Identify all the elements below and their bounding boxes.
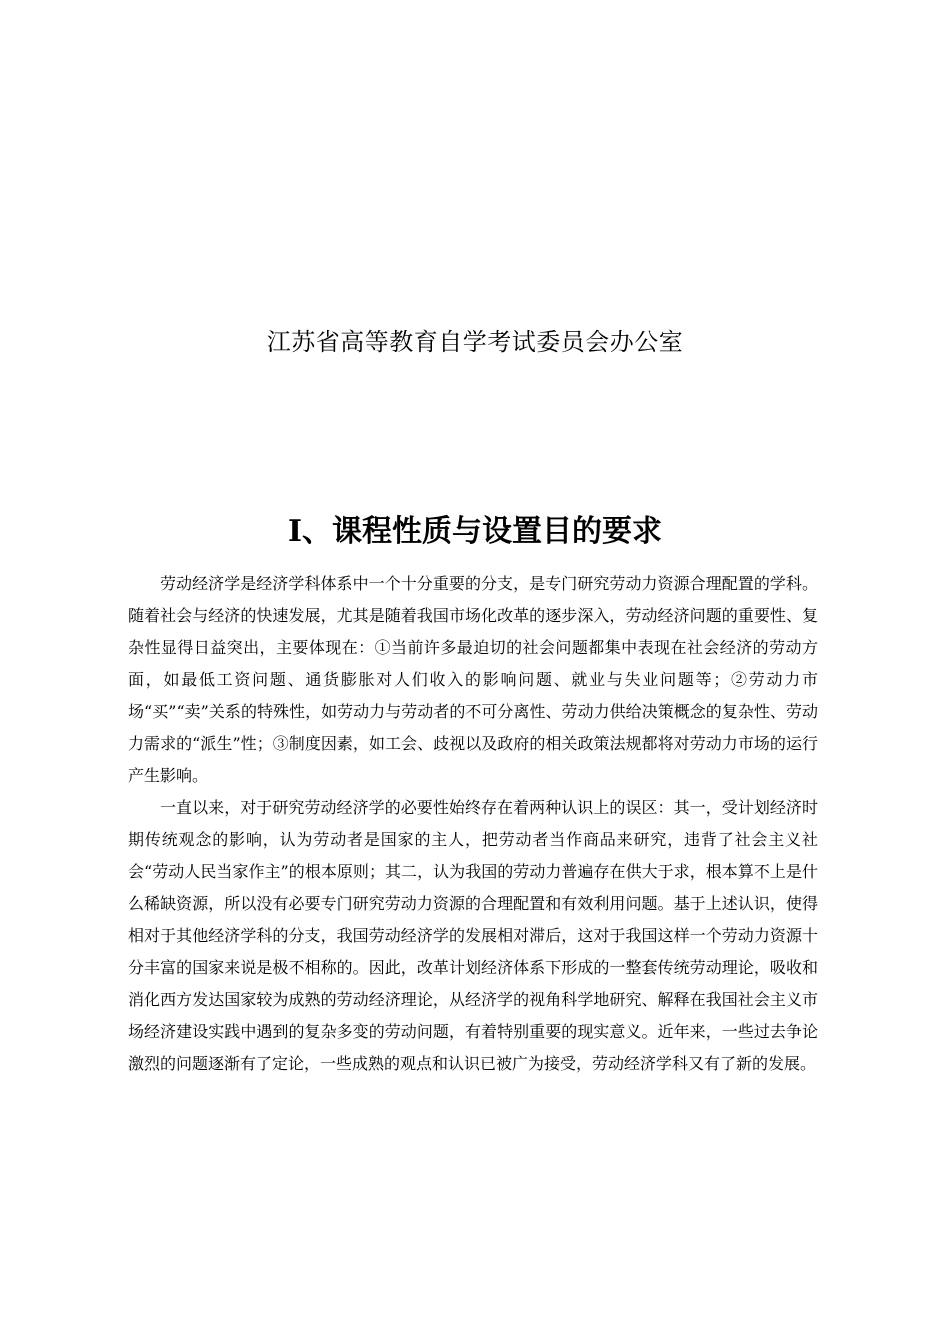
body-text [128, 568, 818, 1080]
organization-title: 江苏省高等教育自学考试委员会办公室 [266, 328, 684, 356]
paragraph: 劳动经济学是经济学科体系中一个十分重要的分支，是专门研究劳动力资源合理配置的学科。随着社会与经济的快速发展，尤其是随着我国市场化改革的逐步深入，劳动经济问题的重要性、复杂性显得日益突出，主要体现在：①当前许多最迫切的社会问题都集中表现在社会经济的劳动方面，如最低工资问题、通货膨胀对人们收入的影响问题、就业与失业问题等；②劳动力市场“买”“卖”关系的特殊性，如劳动力与劳动者的不可分离性、劳动力供给决策概念的复杂性、劳动力需求的“派生”性；③制度因素，如工会、歧视以及政府的相关政策法规都将对劳动力市场的运行产生影响。 [128, 574, 818, 785]
section-heading: I、课程性质与设置目的要求 [287, 514, 663, 549]
paragraph: 一直以来，对于研究劳动经济学的必要性始终存在着两种认识上的误区：其一，受计划经济时期传统观念的影响，认为劳动者是国家的主人，把劳动者当作商品来研究，违背了社会主义社会“劳动人民当家作主”的根本原则；其二，认为我国的劳动力普遍存在供大于求，根本算不上是什么稀缺资源，所以没有必要专门研究劳动力资源的合理配置和有效利用问题。基于上述认识，使得相对于其他经济学科的分支，我国劳动经济学的发展相对滞后，这对于我国这样一个劳动力资源十分丰富的国家来说是极不相称的。因此，改革计划经济体系下形成的一整套传统劳动理论，吸收和消化西方发达国家较为成熟的劳动经济理论，从经济学的视角科学地研究、解释在我国社会主义市场经济建设实践中遇到的复杂多变的劳动问题，有着特别重要的现实意义。近年来，一些过去争论激烈的问题逐渐有了定论，一些成熟的观点和认识已被广为接受，劳动经济学科又有了新的发展。 [128, 798, 818, 1073]
